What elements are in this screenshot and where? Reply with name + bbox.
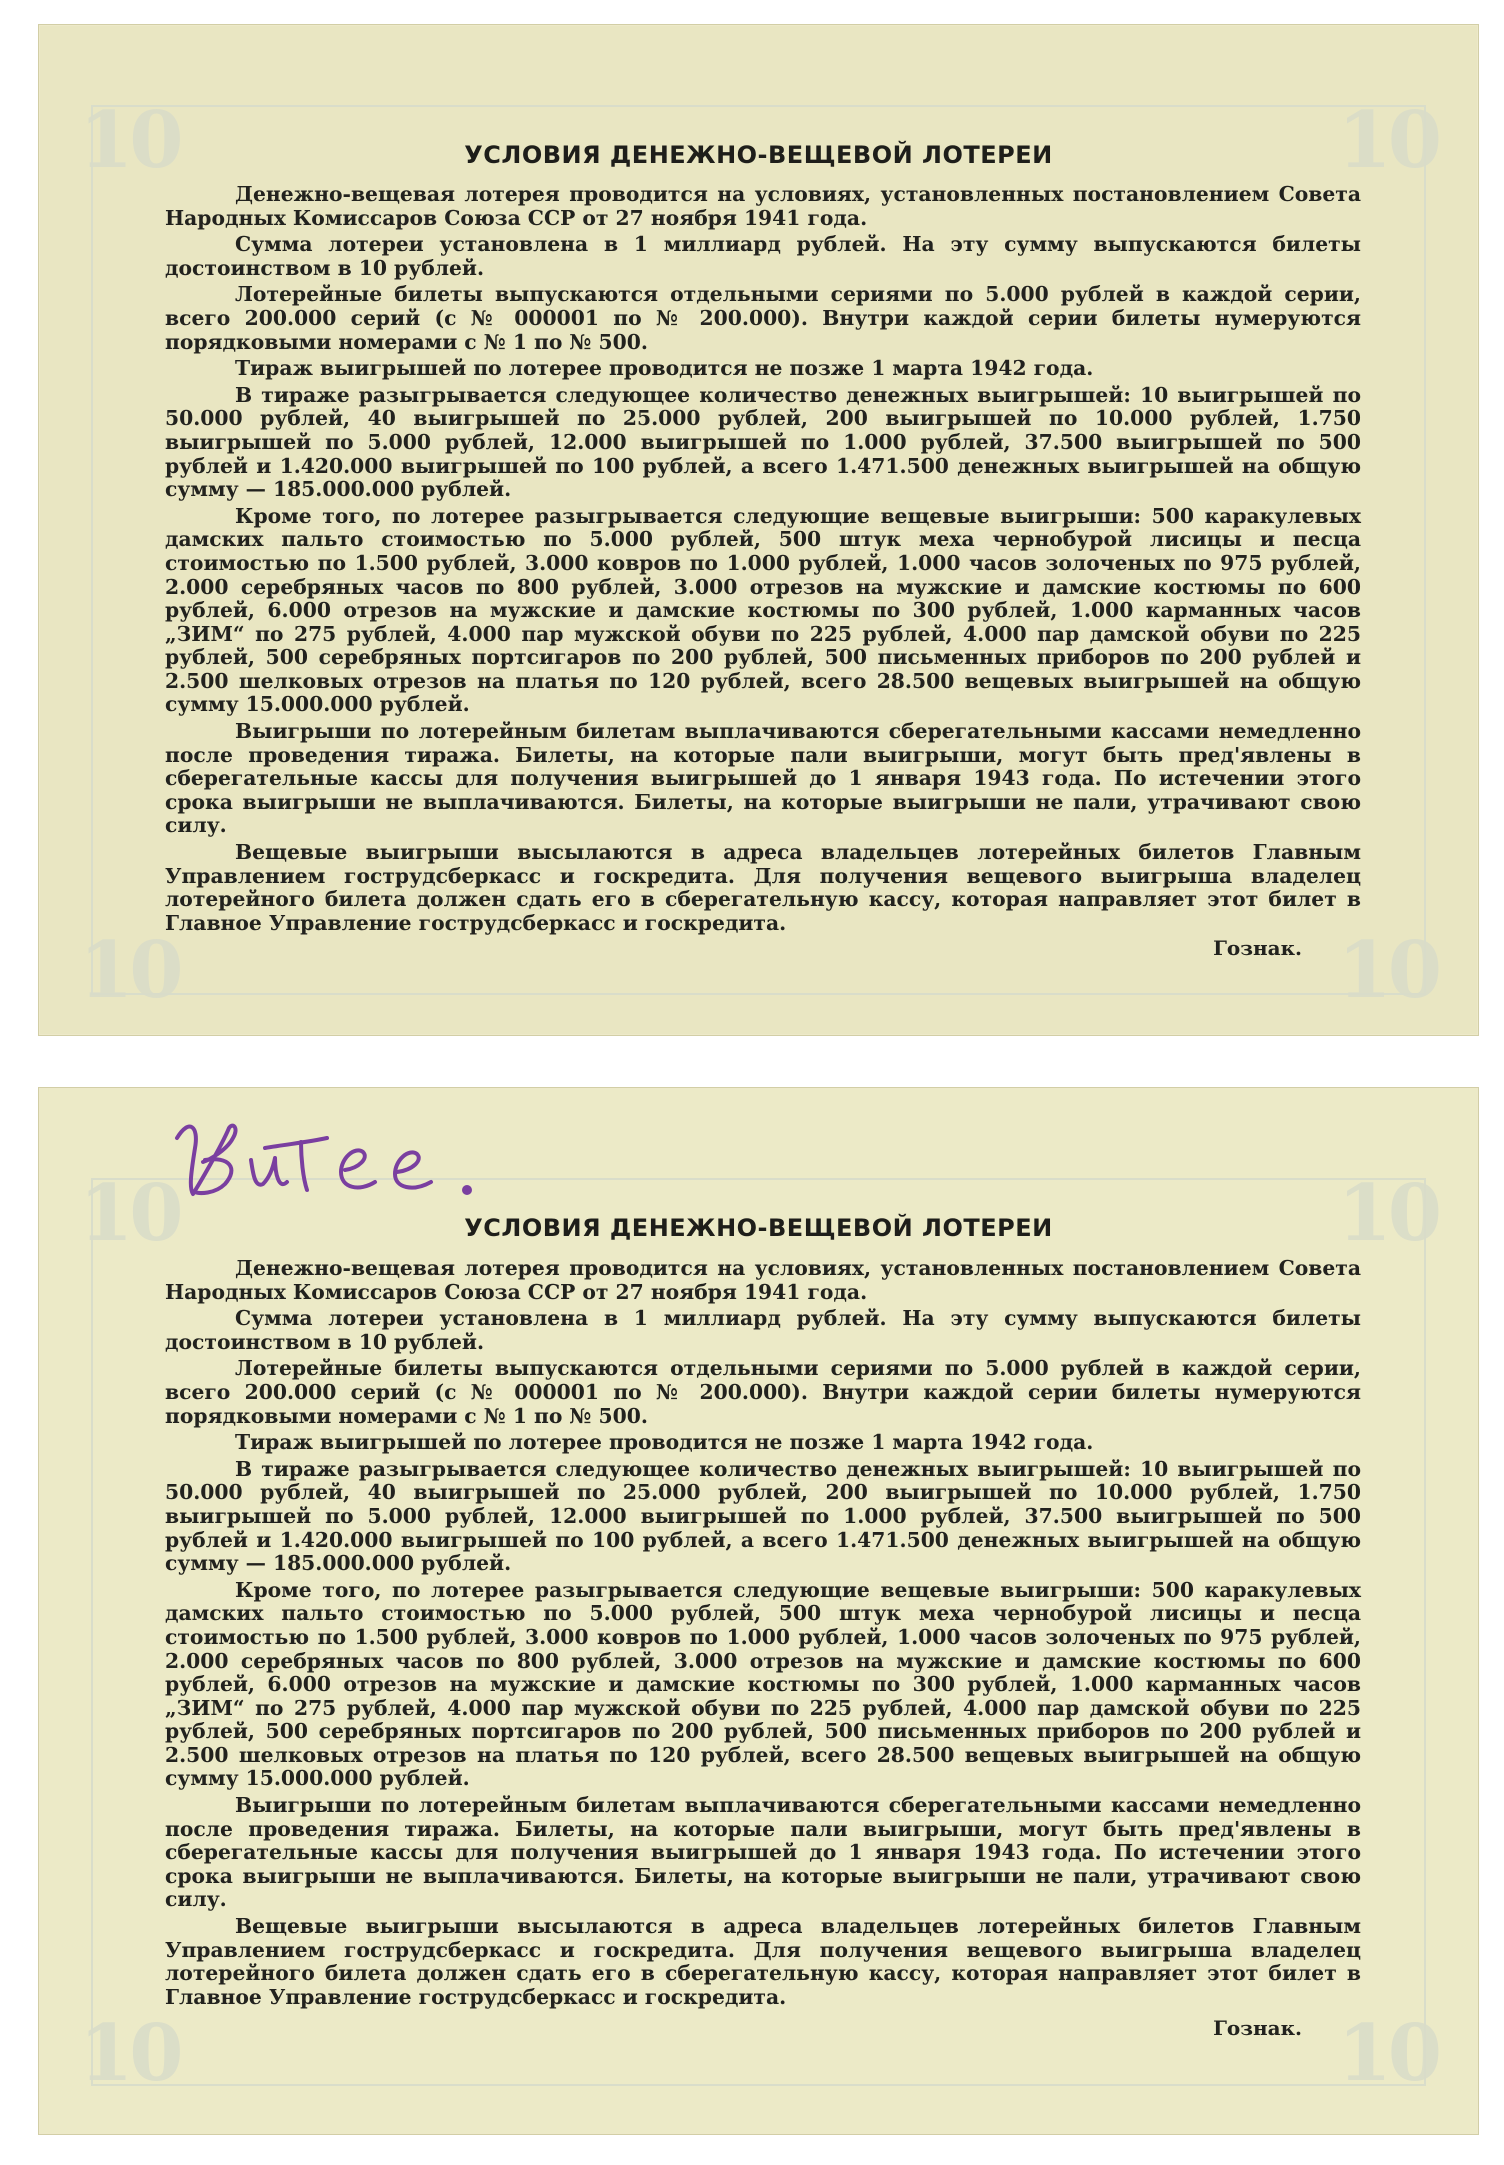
paragraph: Выигрыши по лотерейным билетам выплачиваются сберегательными кассами немедленно после проведения тиража. Билеты, на которые пали выигрыши, могут быть пред'явлены в сберегательные кассы для получения выигрышей до 1 января 1943 года. По истечении этого срока выигрыши не выплачиваются. Билеты, на которые выигрыши не пали, утрачивают свою силу. bbox=[165, 1793, 1361, 1912]
paragraph: Лотерейные билеты выпускаются отдельными сериями по 5.000 рублей в каждой серии, всего 200.000 серий (с № 000001 по № 200.000). Внутри каждой серии билеты нумеруются порядковыми номерами с № 1 по № 500. bbox=[165, 1356, 1361, 1428]
corner-denomination: 10 bbox=[1337, 1168, 1438, 1259]
paragraph: В тираже разыгрывается следующее количество денежных выигрышей: 10 выигрышей по 50.000 рублей, 40 выигрышей по 25.000 рублей, 200 выигрышей по 10.000 рублей, 1.750 выигрышей по 5.000 рублей, 12.000 выигрышей по 1.000 рублей, 37.500 выигрышей по 500 рублей и 1.420.000 выигрышей по 100 рублей, а всего 1.471.500 денежных выигрышей на общую сумму — 185.000.000 рублей. bbox=[165, 1456, 1361, 1576]
corner-denomination: 10 bbox=[79, 2008, 180, 2099]
paragraph: Денежно-вещевая лотерея проводится на условиях, установленных постановлением Совета Народных Комиссаров Союза ССР от 27 ноября 1941 года. bbox=[165, 1256, 1361, 1304]
lottery-ticket-back-1 bbox=[38, 24, 1479, 1036]
paragraph: Тираж выигрышей по лотерее проводится не позже 1 марта 1942 года. bbox=[235, 1430, 1094, 1455]
corner-denomination: 10 bbox=[79, 925, 180, 1016]
corner-denomination: 10 bbox=[79, 95, 180, 186]
paragraph: Кроме того, по лотерее разыгрывается следующие вещевые выигрыши: 500 каракулевых дамских пальто стоимостью по 5.000 рублей, 500 штук меха чернобурой лисицы и песца стоимостью по 1.500 рублей, 3.000 ковров по 1.000 рублей, 1.000 часов золоченых по 975 рублей, 2.000 серебряных часов по 800 рублей, 3.000 отрезов на мужские и дамские костюмы по 600 рублей, 6.000 отрезов на мужские и дамские костюмы по 300 рублей, 1.000 карманных часов „ЗИМ“ по 275 рублей, 4.000 пар мужской обуви по 225 рублей, 4.000 пар дамской обуви по 225 рублей, 500 серебряных портсигаров по 200 рублей, 500 письменных приборов по 200 рублей и 2.500 шелковых отрезов на платья по 120 рублей, всего 28.500 вещевых выигрышей на общую сумму 15.000.000 рублей. bbox=[165, 1577, 1361, 1791]
paragraph: Вещевые выигрыши высылаются в адреса владельцев лотерейных билетов Главным Управлением гострудсберкасс и госкредита. Для получения вещевого выигрыша владелец лотерейного билета должен сдать его в сберегательную кассу, которая направляет этот билет в Главное Управление гострудсберкасс и госкредита. bbox=[165, 1914, 1361, 2009]
corner-denomination: 10 bbox=[79, 1168, 180, 1259]
corner-denomination: 10 bbox=[1337, 2008, 1438, 2099]
conditions-text bbox=[165, 1257, 1361, 2012]
paragraph: Тираж выигрышей по лотерее проводится не позже 1 марта 1942 года. bbox=[235, 356, 1094, 381]
paragraph: В тираже разыгрывается следующее количество денежных выигрышей: 10 выигрышей по 50.000 рублей, 40 выигрышей по 25.000 рублей, 200 выигрышей по 10.000 рублей, 1.750 выигрышей по 5.000 рублей, 12.000 выигрышей по 1.000 рублей, 37.500 выигрышей по 500 рублей и 1.420.000 выигрышей по 100 рублей, а всего 1.471.500 денежных выигрышей на общую сумму — 185.000.000 рублей. bbox=[165, 382, 1361, 502]
conditions-text bbox=[165, 183, 1361, 938]
paragraph: Лотерейные билеты выпускаются отдельными сериями по 5.000 рублей в каждой серии, всего 200.000 серий (с № 000001 по № 200.000). Внутри каждой серии билеты нумеруются порядковыми номерами с № 1 по № 500. bbox=[165, 282, 1361, 354]
paragraph: Вещевые выигрыши высылаются в адреса владельцев лотерейных билетов Главным Управлением гострудсберкасс и госкредита. Для получения вещевого выигрыша владелец лотерейного билета должен сдать его в сберегательную кассу, которая направляет этот билет в Главное Управление гострудсберкасс и госкредита. bbox=[165, 840, 1361, 935]
corner-denomination: 10 bbox=[1337, 95, 1438, 186]
conditions-title: УСЛОВИЯ ДЕНЕЖНО-ВЕЩЕВОЙ ЛОТЕРЕИ bbox=[464, 1214, 1053, 1242]
paragraph: Выигрыши по лотерейным билетам выплачиваются сберегательными кассами немедленно после проведения тиража. Билеты, на которые пали выигрыши, могут быть пред'явлены в сберегательные кассы для получения выигрышей до 1 января 1943 года. По истечении этого срока выигрыши не выплачиваются. Билеты, на которые выигрыши не пали, утрачивают свою силу. bbox=[165, 719, 1361, 838]
printer-signature: Гознак. bbox=[1213, 2016, 1302, 2040]
handwritten-inscription bbox=[169, 1098, 489, 1208]
paragraph: Денежно-вещевая лотерея проводится на условиях, установленных постановлением Совета Народных Комиссаров Союза ССР от 27 ноября 1941 года. bbox=[165, 182, 1361, 230]
paragraph: Сумма лотереи установлена в 1 миллиард рублей. На эту сумму выпускаются билеты достоинством в 10 рублей. bbox=[165, 232, 1361, 280]
paragraph: Кроме того, по лотерее разыгрывается следующие вещевые выигрыши: 500 каракулевых дамских пальто стоимостью по 5.000 рублей, 500 штук меха чернобурой лисицы и песца стоимостью по 1.500 рублей, 3.000 ковров по 1.000 рублей, 1.000 часов золоченых по 975 рублей, 2.000 серебряных часов по 800 рублей, 3.000 отрезов на мужские и дамские костюмы по 600 рублей, 6.000 отрезов на мужские и дамские костюмы по 300 рублей, 1.000 карманных часов „ЗИМ“ по 275 рублей, 4.000 пар мужской обуви по 225 рублей, 4.000 пар дамской обуви по 225 рублей, 500 серебряных портсигаров по 200 рублей, 500 письменных приборов по 200 рублей и 2.500 шелковых отрезов на платья по 120 рублей, всего 28.500 вещевых выигрышей на общую сумму 15.000.000 рублей. bbox=[165, 503, 1361, 717]
conditions-title: УСЛОВИЯ ДЕНЕЖНО-ВЕЩЕВОЙ ЛОТЕРЕИ bbox=[464, 141, 1053, 169]
paragraph: Сумма лотереи установлена в 1 миллиард рублей. На эту сумму выпускаются билеты достоинством в 10 рублей. bbox=[165, 1306, 1361, 1354]
printer-signature: Гознак. bbox=[1213, 936, 1302, 960]
corner-denomination: 10 bbox=[1337, 925, 1438, 1016]
lottery-ticket-back-2 bbox=[38, 1087, 1479, 2135]
